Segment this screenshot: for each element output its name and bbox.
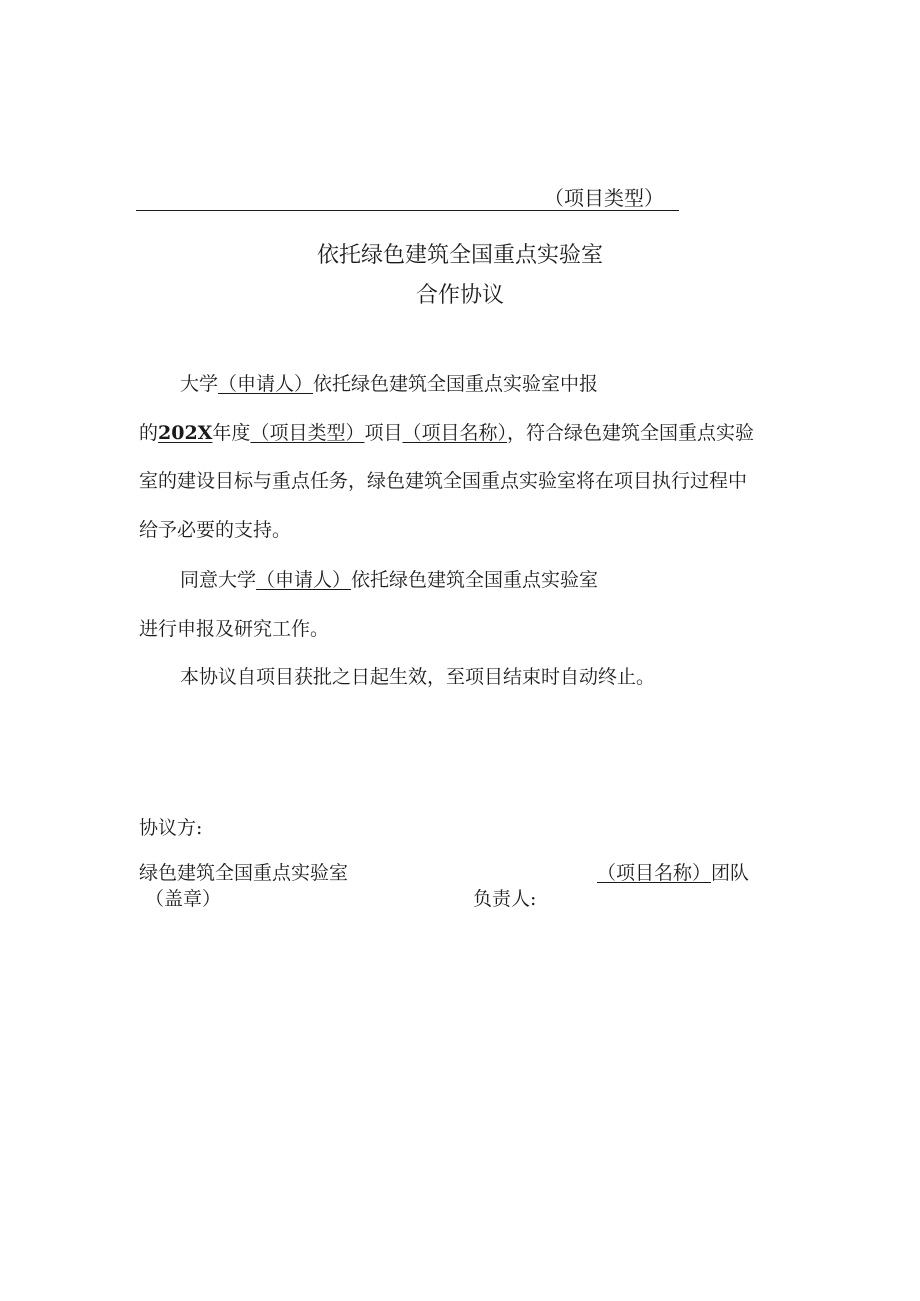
para2-line1 (180, 568, 598, 592)
applicant-field-2: （申请人） (256, 569, 352, 591)
text-year: 年度 (212, 422, 251, 444)
parties-label: 协议方: (139, 817, 203, 839)
document-title: 依托绿色建筑全国重点实验室 (316, 243, 603, 268)
text-reliance: 依托绿色建筑全国重点实验室中报 (313, 373, 599, 395)
text-reliance-2: 依托绿色建筑全国重点实验室 (351, 569, 599, 591)
para1-line2 (139, 421, 754, 445)
text-project: 项目 (364, 422, 403, 444)
text-de: 的 (139, 422, 159, 444)
team-signature (597, 861, 749, 885)
document-subtitle: 合作协议 (415, 283, 504, 308)
para3: 本协议自项目获批之日起生效，至项目结束时自动终止。 (180, 666, 656, 688)
para1-line1 (180, 372, 598, 396)
header-divider (136, 210, 679, 211)
team-label: 团队 (711, 862, 750, 884)
lab-org-name: 绿色建筑全国重点实验室 (139, 862, 349, 884)
para2-line2: 进行申报及研究工作。 (139, 618, 330, 640)
seal-label: （盖章） (145, 888, 222, 910)
para1-line3: 室的建设目标与重点任务，绿色建筑全国重点实验室将在项目执行过程中 (139, 470, 748, 492)
team-project-name-field: （项目名称） (597, 862, 712, 884)
applicant-field: （申请人） (218, 373, 314, 395)
leader-label: 负责人: (473, 888, 537, 910)
text-conform: ，符合绿色建筑全国重点实验 (506, 422, 754, 444)
text-agree: 同意大学 (180, 569, 257, 591)
project-type-header: （项目类型） (544, 186, 664, 210)
project-name-field: （项目名称） (402, 422, 507, 444)
text-university: 大学 (180, 373, 219, 395)
para1-line4: 给予必要的支持。 (139, 519, 292, 541)
year-field: 202X (158, 422, 213, 444)
project-type-field: （项目类型） (250, 422, 365, 444)
